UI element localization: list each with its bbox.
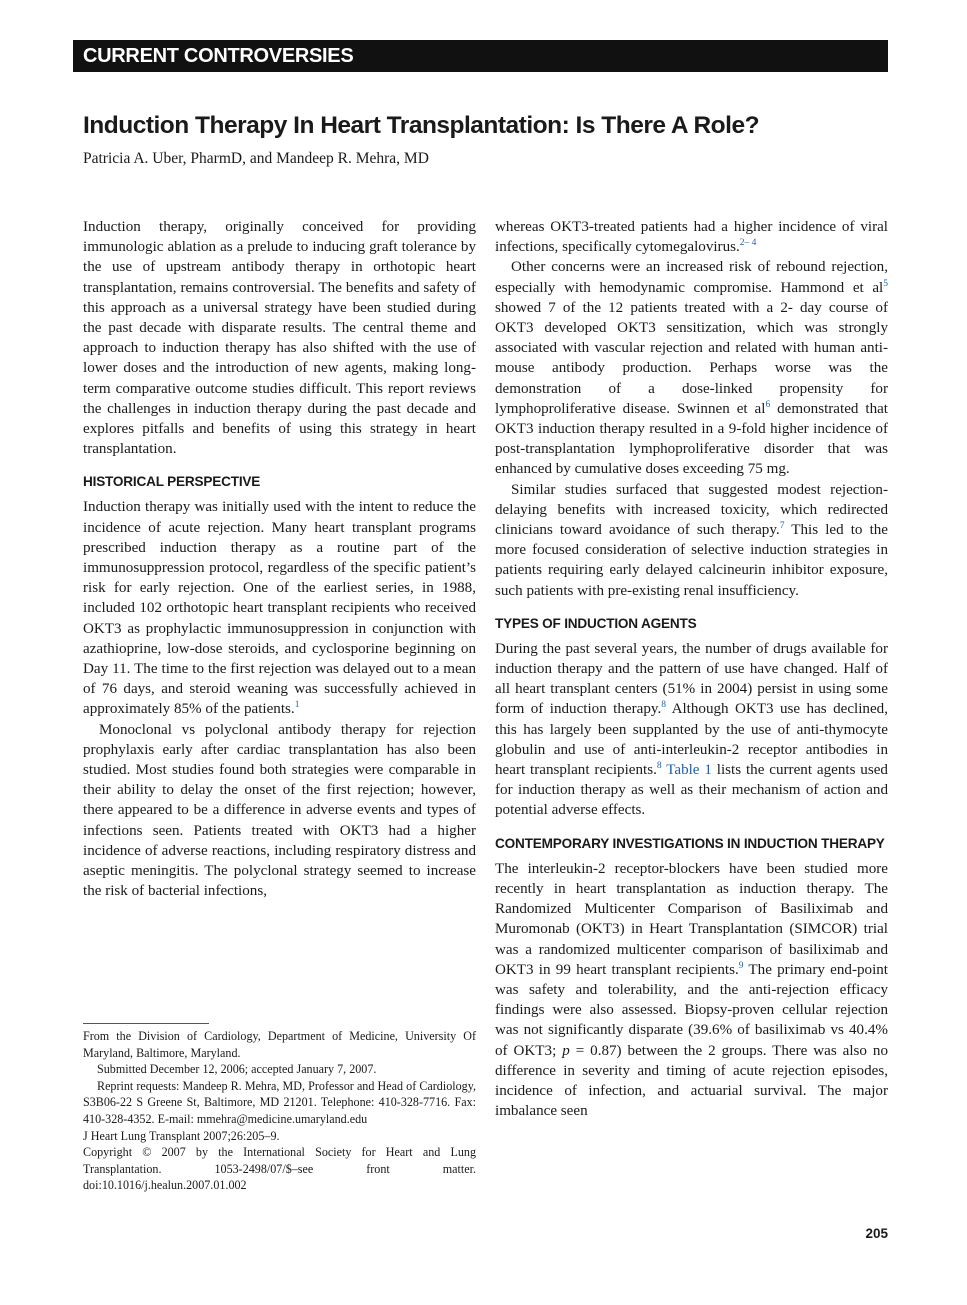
journal-citation: J Heart Lung Transplant 2007;26:205–9. — [83, 1128, 280, 1143]
reference-link[interactable]: 2– 4 — [739, 238, 757, 249]
footnote-divider — [83, 1023, 209, 1024]
reference-link[interactable]: 9 — [738, 960, 744, 971]
article-authors: Patricia A. Uber, PharmD, and Mandeep R. Mehra, MD — [83, 150, 429, 167]
table-link[interactable]: Table 1 — [666, 762, 712, 779]
article-title: Induction Therapy In Heart Transplantation: Is There A Role? — [83, 112, 760, 139]
reprint-requests: Reprint requests: Mandeep R. Mehra, MD, Professor and Head of Cardiology, S3B06-22 S Greene St, Baltimore, MD 21201. Telephone: 410-328-7716. Fax: 410-328-4352. E-mail: mmehra@medicine.umaryland.edu — [83, 1078, 476, 1126]
section-heading-historical: HISTORICAL PERSPECTIVE — [83, 474, 261, 490]
affiliation-note: From the Division of Cardiology, Department of Medicine, University Of Maryland, Baltimore, Maryland. — [83, 1029, 476, 1060]
body-paragraph: Monoclonal vs polyclonal antibody therapy for rejection prophylaxis early after cardiac transplantation has also been studied. Most studies found both strategies were comparable in their ability to delay the onset of the first rejection; however, there appeared to be a difference in adverse events and types of infections seen. Patients treated with OKT3 had a higher incidence of adverse reactions, including respiratory distress and aseptic meningitis. The polyclonal strategy seemed to increase the risk of bacterial infections, — [83, 721, 476, 900]
paragraph-text: Similar studies surfaced that suggested modest rejection-delaying benefits with increased toxicity, which redirected clinicians toward avoidance of such therapy. — [495, 481, 888, 539]
page-number: 205 — [865, 1226, 888, 1241]
left-column — [83, 217, 476, 902]
paragraph-text: During the past several years, the number of drugs available for induction therapy and the pattern of use have changed. Half of all heart transplant centers (51% in 2004) persist in using some form of induction therapy. — [495, 640, 888, 718]
paragraph-text: showed 7 of the 12 patients treated with a 2- day course of OKT3 developed OKT3 sensitization, which was strongly associated with vascular rejection and related with human anti-mouse antibody production. Perhaps worse was the demonstration of a dose-linked propensity for lymphoproliferative disease. Swinnen et al — [495, 299, 888, 417]
reference-link[interactable]: 1 — [294, 700, 300, 711]
reference-link[interactable]: 7 — [779, 521, 785, 532]
paragraph-text: Other concerns were an increased risk of rebound rejection, especially with hemodynamic compromise. Hammond et al — [495, 259, 888, 296]
section-heading-contemporary: CONTEMPORARY INVESTIGATIONS IN INDUCTION THERAPY — [495, 835, 885, 851]
body-paragraph — [83, 497, 476, 719]
p-value-symbol: p — [562, 1042, 570, 1059]
reference-link[interactable]: 8 — [656, 761, 662, 772]
paragraph-text: demonstrated that OKT3 induction therapy resulted in a 9-fold higher incidence of post-transplantation lymphoproliferative disorder that was enhanced by cumulative doses exceeding 75 mg. — [495, 400, 889, 478]
paragraph-text: This led to the more focused consideration of selective induction strategies in patients requiring early delayed calcineurin inhibitor exposure, such patients with pre-existing renal insufficiency. — [495, 522, 889, 599]
submission-dates: Submitted December 12, 2006; accepted January 7, 2007. — [97, 1062, 377, 1077]
paragraph-text: The interleukin-2 receptor-blockers have been studied more recently in heart transplantation as induction therapy. The Randomized Multicenter Comparison of Basiliximab and Muromonab (OKT3) in Heart Transplantation (SIMCOR) trial was a randomized multicenter comparison of basiliximab and OKT3 in 99 heart transplant recipients. — [495, 860, 888, 978]
paragraph-text: The primary end-point was safety and tolerability, and the anti-rejection efficacy findings were also assessed. Biopsy-proven cellular rejection was not significantly disparate (39.6% of basiliximab vs 40.4% of OKT3; — [495, 961, 888, 1059]
body-paragraph — [495, 480, 888, 601]
reference-link[interactable]: 8 — [661, 700, 666, 711]
paragraph-text: Although OKT3 use has declined, this has largely been supplanted by the use of anti-thymocyte globulin and use of anti-interleukin-2 receptor antibodies in heart transplant recipients. — [495, 701, 888, 779]
body-paragraph — [495, 257, 888, 479]
footnotes — [83, 1028, 476, 1194]
body-paragraph — [495, 639, 888, 821]
body-paragraph — [495, 859, 888, 1122]
abstract-paragraph: Induction therapy, originally conceived for providing immunologic ablation as a prelude to inducing graft tolerance by the use of upstream antibody therapy in orthotopic heart transplantation, remains controversial. The benefits and safety of this approach as a universal strategy have been studied during the past decade with disparate results. The central theme and approach to induction therapy has also shifted with the use of lower doses and the introduction of new agents, making long-term comparative outcome studies difficult. This report reviews the challenges in induction therapy during the past decade and explores pitfalls and benefits of using this strategy in heart transplantation. — [83, 219, 476, 458]
paragraph-text: = 0.87) between the 2 groups. There was also no difference in severity and timing of acute rejection episodes, incidence of infection, and actuarial survival. The major imbalance seen — [495, 1042, 889, 1120]
section-heading-types: TYPES OF INDUCTION AGENTS — [495, 615, 697, 631]
section-banner: CURRENT CONTROVERSIES — [73, 40, 888, 72]
reference-link[interactable]: 5 — [883, 278, 888, 289]
paragraph-text: whereas OKT3-treated patients had a higher incidence of viral infections, specifically cytomegalovirus. — [495, 219, 888, 256]
right-column — [495, 217, 888, 1121]
body-paragraph — [495, 217, 888, 257]
paragraph-text: Induction therapy was initially used with the intent to reduce the incidence of acute rejection. Many heart transplant programs prescribed induction therapy as a routine part of the immunosuppression protocol, regardless of the specific patient’s risk for early rejection. One of the earliest series, in 1988, included 102 orthotopic heart transplant recipients who received OKT3 as prophylactic immunosuppression in conjunction with azathioprine, low-dose steroids, and cyclosporine beginning on Day 11. The time to the first rejection was delayed out to a mean of 76 days, and steroid weaning was successfully achieved in approximately 85% of the patients. — [83, 499, 476, 718]
copyright-note: Copyright © 2007 by the International Society for Heart and Lung Transplantation. 1053-2498/07/$–see front matter. doi:10.1016/j.healun.2007.01.002 — [83, 1145, 476, 1193]
reference-link[interactable]: 6 — [765, 399, 771, 410]
paragraph-text: lists the current agents used for induction therapy as well as their mechanism of action and potential adverse effects. — [495, 762, 888, 819]
